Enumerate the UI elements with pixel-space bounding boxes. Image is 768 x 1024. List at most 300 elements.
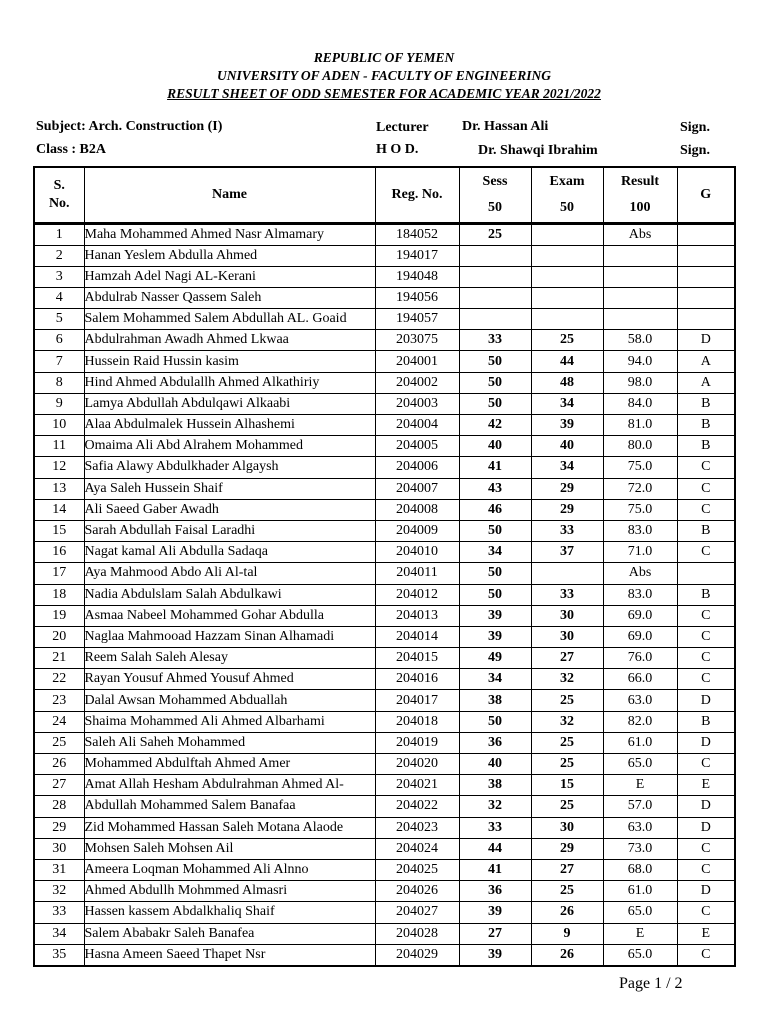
cell-sess: 36 (459, 881, 531, 902)
cell-grade: C (677, 478, 735, 499)
cell-reg-no: 204028 (375, 923, 459, 944)
cell-reg-no: 194048 (375, 266, 459, 287)
hod-name: Dr. Shawqi Ibrahim (478, 143, 598, 158)
cell-result: 75.0 (603, 499, 677, 520)
table-row (34, 436, 735, 457)
table-row (34, 499, 735, 520)
header-sheet-title: RESULT SHEET OF ODD SEMESTER FOR ACADEMIC YEAR 2021/2022 (167, 86, 601, 101)
cell-sn: 8 (34, 372, 84, 393)
cell-sn: 26 (34, 754, 84, 775)
cell-name: Abdulrahman Awadh Ahmed Lkwaa (84, 330, 375, 351)
cell-grade (677, 563, 735, 584)
cell-reg-no: 194056 (375, 287, 459, 308)
cell-exam: 27 (531, 859, 603, 880)
cell-sess: 33 (459, 817, 531, 838)
cell-exam (531, 245, 603, 266)
cell-reg-no: 184052 (375, 223, 459, 245)
cell-sn: 10 (34, 415, 84, 436)
cell-sess: 41 (459, 457, 531, 478)
cell-sn: 30 (34, 838, 84, 859)
cell-sess: 50 (459, 563, 531, 584)
cell-sn: 31 (34, 859, 84, 880)
cell-name: Hamzah Adel Nagi AL-Kerani (84, 266, 375, 287)
cell-grade: C (677, 902, 735, 923)
cell-grade: D (677, 796, 735, 817)
cell-sn: 27 (34, 775, 84, 796)
cell-reg-no: 204017 (375, 690, 459, 711)
lecturer-sign-label: Sign. (680, 120, 710, 135)
header-country: REPUBLIC OF YEMEN (313, 50, 455, 65)
cell-sn: 32 (34, 881, 84, 902)
cell-reg-no: 204018 (375, 711, 459, 732)
cell-name: Ameera Loqman Mohammed Ali Alnno (84, 859, 375, 880)
cell-result: 65.0 (603, 754, 677, 775)
cell-result: E (603, 923, 677, 944)
cell-name: Saleh Ali Saheh Mohammed (84, 732, 375, 753)
cell-grade: C (677, 605, 735, 626)
cell-sess: 39 (459, 605, 531, 626)
cell-exam: 29 (531, 478, 603, 499)
table-row (34, 711, 735, 732)
cell-reg-no: 204004 (375, 415, 459, 436)
col-header-sess-label: Sess (482, 173, 508, 189)
table-row (34, 626, 735, 647)
cell-sess: 32 (459, 796, 531, 817)
table-row (34, 754, 735, 775)
cell-result: 69.0 (603, 626, 677, 647)
cell-grade: B (677, 520, 735, 541)
cell-exam: 25 (531, 881, 603, 902)
subject-label: Subject: Arch. Construction (I) (36, 119, 223, 134)
cell-sess: 39 (459, 902, 531, 923)
table-row (34, 902, 735, 923)
cell-result: 69.0 (603, 605, 677, 626)
cell-name: Alaa Abdulmalek Hussein Alhashemi (84, 415, 375, 436)
cell-grade (677, 223, 735, 245)
cell-result: 63.0 (603, 817, 677, 838)
cell-result (603, 287, 677, 308)
table-row (34, 859, 735, 880)
cell-result: 75.0 (603, 457, 677, 478)
cell-sn: 6 (34, 330, 84, 351)
cell-exam (531, 309, 603, 330)
cell-reg-no: 204019 (375, 732, 459, 753)
cell-name: Hussein Raid Hussin kasim (84, 351, 375, 372)
cell-name: Hind Ahmed Abdulallh Ahmed Alkathiriy (84, 372, 375, 393)
cell-sess: 40 (459, 436, 531, 457)
cell-sess: 50 (459, 351, 531, 372)
cell-sess: 44 (459, 838, 531, 859)
cell-exam: 25 (531, 754, 603, 775)
cell-sn: 12 (34, 457, 84, 478)
cell-name: Aya Mahmood Abdo Ali Al-tal (84, 563, 375, 584)
cell-grade: D (677, 690, 735, 711)
cell-grade: D (677, 817, 735, 838)
table-row (34, 393, 735, 414)
col-header-sn (34, 167, 84, 223)
cell-sn: 15 (34, 520, 84, 541)
table-row (34, 223, 735, 245)
cell-sess: 42 (459, 415, 531, 436)
col-header-reg (375, 167, 459, 223)
col-header-grade (677, 167, 735, 223)
cell-grade (677, 266, 735, 287)
page-number: Page 1 / 2 (619, 975, 683, 992)
table-row (34, 923, 735, 944)
cell-result: 94.0 (603, 351, 677, 372)
cell-sess: 27 (459, 923, 531, 944)
cell-sn: 22 (34, 669, 84, 690)
cell-reg-no: 204026 (375, 881, 459, 902)
cell-exam: 30 (531, 605, 603, 626)
cell-exam: 9 (531, 923, 603, 944)
cell-name: Hanan Yeslem Abdulla Ahmed (84, 245, 375, 266)
table-row (34, 605, 735, 626)
cell-sn: 25 (34, 732, 84, 753)
cell-result: 57.0 (603, 796, 677, 817)
cell-reg-no: 204011 (375, 563, 459, 584)
cell-result: 76.0 (603, 648, 677, 669)
cell-sn: 21 (34, 648, 84, 669)
cell-grade: C (677, 457, 735, 478)
table-row (34, 732, 735, 753)
cell-result: 61.0 (603, 881, 677, 902)
cell-result: 81.0 (603, 415, 677, 436)
table-row (34, 775, 735, 796)
table-row (34, 817, 735, 838)
cell-sess (459, 266, 531, 287)
cell-name: Rayan Yousuf Ahmed Yousuf Ahmed (84, 669, 375, 690)
cell-grade: C (677, 542, 735, 563)
cell-sess: 40 (459, 754, 531, 775)
hod-label: H O D. (376, 142, 419, 157)
cell-grade: B (677, 711, 735, 732)
cell-exam: 25 (531, 690, 603, 711)
cell-sess: 46 (459, 499, 531, 520)
cell-name: Lamya Abdullah Abdulqawi Alkaabi (84, 393, 375, 414)
col-header-result (603, 167, 677, 223)
cell-grade: E (677, 923, 735, 944)
cell-sess: 50 (459, 372, 531, 393)
cell-reg-no: 204008 (375, 499, 459, 520)
cell-result: 65.0 (603, 902, 677, 923)
cell-sess: 50 (459, 520, 531, 541)
cell-exam: 30 (531, 626, 603, 647)
cell-reg-no: 204024 (375, 838, 459, 859)
cell-result: 80.0 (603, 436, 677, 457)
cell-name: Naglaa Mahmooad Hazzam Sinan Alhamadi (84, 626, 375, 647)
lecturer-name: Dr. Hassan Ali (462, 119, 549, 134)
cell-result: 58.0 (603, 330, 677, 351)
cell-sn: 28 (34, 796, 84, 817)
cell-result: 83.0 (603, 520, 677, 541)
cell-grade: C (677, 944, 735, 966)
cell-grade: B (677, 584, 735, 605)
cell-grade: B (677, 415, 735, 436)
cell-result: Abs (603, 563, 677, 584)
cell-exam: 44 (531, 351, 603, 372)
cell-grade: D (677, 732, 735, 753)
cell-sess: 38 (459, 775, 531, 796)
cell-sess: 34 (459, 542, 531, 563)
cell-sn: 7 (34, 351, 84, 372)
cell-result: 68.0 (603, 859, 677, 880)
cell-reg-no: 204022 (375, 796, 459, 817)
cell-reg-no: 204014 (375, 626, 459, 647)
cell-name: Mohammed Abdulftah Ahmed Amer (84, 754, 375, 775)
cell-reg-no: 204012 (375, 584, 459, 605)
cell-result: E (603, 775, 677, 796)
table-row (34, 796, 735, 817)
cell-sn: 5 (34, 309, 84, 330)
cell-grade: C (677, 648, 735, 669)
cell-result: 72.0 (603, 478, 677, 499)
cell-grade: A (677, 351, 735, 372)
cell-name: Hassen kassem Abdalkhaliq Shaif (84, 902, 375, 923)
cell-reg-no: 204001 (375, 351, 459, 372)
cell-grade: C (677, 499, 735, 520)
col-header-exam-label: Exam (549, 173, 585, 189)
cell-grade: C (677, 859, 735, 880)
cell-reg-no: 204015 (375, 648, 459, 669)
header-university: UNIVERSITY OF ADEN - FACULTY OF ENGINEERING (216, 68, 552, 83)
cell-grade: D (677, 330, 735, 351)
cell-grade: C (677, 669, 735, 690)
cell-reg-no: 204013 (375, 605, 459, 626)
cell-exam (531, 287, 603, 308)
cell-sn: 1 (34, 223, 84, 245)
cell-sess: 49 (459, 648, 531, 669)
cell-result: 61.0 (603, 732, 677, 753)
cell-sess: 33 (459, 330, 531, 351)
cell-exam (531, 223, 603, 245)
cell-sess (459, 245, 531, 266)
col-header-result-max: 100 (629, 199, 651, 215)
cell-sess: 34 (459, 669, 531, 690)
cell-sess: 39 (459, 626, 531, 647)
col-header-name-label: Name (212, 186, 247, 202)
cell-name: Omaima Ali Abd Alrahem Mohammed (84, 436, 375, 457)
cell-result (603, 266, 677, 287)
cell-name: Abdullah Mohammed Salem Banafaa (84, 796, 375, 817)
cell-exam: 39 (531, 415, 603, 436)
cell-reg-no: 204009 (375, 520, 459, 541)
cell-exam: 32 (531, 669, 603, 690)
col-header-result-label: Result (620, 173, 660, 189)
col-header-sess-max: 50 (488, 199, 502, 215)
cell-grade: B (677, 393, 735, 414)
cell-result (603, 309, 677, 330)
cell-name: Maha Mohammed Ahmed Nasr Almamary (84, 223, 375, 245)
col-header-exam (531, 167, 603, 223)
cell-grade: C (677, 626, 735, 647)
table-row (34, 648, 735, 669)
cell-grade: A (677, 372, 735, 393)
cell-name: Sarah Abdullah Faisal Laradhi (84, 520, 375, 541)
cell-grade (677, 287, 735, 308)
cell-sess: 50 (459, 584, 531, 605)
cell-exam: 48 (531, 372, 603, 393)
cell-name: Zid Mohammed Hassan Saleh Motana Alaode (84, 817, 375, 838)
table-body (34, 223, 735, 966)
table-row (34, 584, 735, 605)
cell-name: Nagat kamal Ali Abdulla Sadaqa (84, 542, 375, 563)
lecturer-label: Lecturer (376, 120, 429, 135)
table-row (34, 478, 735, 499)
cell-sn: 17 (34, 563, 84, 584)
cell-reg-no: 204010 (375, 542, 459, 563)
cell-exam: 32 (531, 711, 603, 732)
cell-result: 63.0 (603, 690, 677, 711)
cell-sn: 4 (34, 287, 84, 308)
cell-name: Amat Allah Hesham Abdulrahman Ahmed Al- (84, 775, 375, 796)
table-row (34, 309, 735, 330)
cell-exam: 34 (531, 457, 603, 478)
cell-sn: 11 (34, 436, 84, 457)
cell-exam: 25 (531, 330, 603, 351)
cell-sess: 39 (459, 944, 531, 966)
cell-sn: 34 (34, 923, 84, 944)
cell-name: Salem Ababakr Saleh Banafea (84, 923, 375, 944)
class-label: Class : B2A (36, 142, 107, 157)
cell-exam: 27 (531, 648, 603, 669)
cell-reg-no: 204020 (375, 754, 459, 775)
cell-sn: 33 (34, 902, 84, 923)
cell-exam: 26 (531, 902, 603, 923)
cell-sess (459, 309, 531, 330)
cell-name: Safia Alawy Abdulkhader Algaysh (84, 457, 375, 478)
cell-sn: 23 (34, 690, 84, 711)
cell-result: 66.0 (603, 669, 677, 690)
cell-name: Ali Saeed Gaber Awadh (84, 499, 375, 520)
cell-result: 98.0 (603, 372, 677, 393)
cell-exam: 37 (531, 542, 603, 563)
cell-exam (531, 266, 603, 287)
cell-result: 84.0 (603, 393, 677, 414)
cell-result: 73.0 (603, 838, 677, 859)
cell-grade: B (677, 436, 735, 457)
cell-reg-no: 204021 (375, 775, 459, 796)
cell-reg-no: 194057 (375, 309, 459, 330)
cell-result: 83.0 (603, 584, 677, 605)
cell-reg-no: 204005 (375, 436, 459, 457)
cell-name: Hasna Ameen Saeed Thapet Nsr (84, 944, 375, 966)
cell-reg-no: 204025 (375, 859, 459, 880)
cell-reg-no: 204029 (375, 944, 459, 966)
table-row (34, 266, 735, 287)
cell-result: 71.0 (603, 542, 677, 563)
cell-sn: 29 (34, 817, 84, 838)
table-row (34, 881, 735, 902)
cell-reg-no: 204007 (375, 478, 459, 499)
cell-grade (677, 245, 735, 266)
table-row (34, 330, 735, 351)
cell-exam: 29 (531, 838, 603, 859)
cell-result: Abs (603, 223, 677, 245)
cell-reg-no: 204023 (375, 817, 459, 838)
table-row (34, 669, 735, 690)
cell-name: Ahmed Abdullh Mohmmed Almasri (84, 881, 375, 902)
cell-sn: 19 (34, 605, 84, 626)
results-table (33, 166, 736, 967)
cell-grade: C (677, 754, 735, 775)
cell-reg-no: 204003 (375, 393, 459, 414)
table-row (34, 372, 735, 393)
cell-exam: 29 (531, 499, 603, 520)
cell-reg-no: 203075 (375, 330, 459, 351)
cell-exam (531, 563, 603, 584)
cell-sn: 14 (34, 499, 84, 520)
col-header-sn-bottom: No. (48, 195, 70, 211)
cell-result: 82.0 (603, 711, 677, 732)
cell-exam: 26 (531, 944, 603, 966)
cell-sess: 43 (459, 478, 531, 499)
cell-result: 65.0 (603, 944, 677, 966)
cell-exam: 15 (531, 775, 603, 796)
col-header-exam-max: 50 (560, 199, 574, 215)
cell-reg-no: 204027 (375, 902, 459, 923)
col-header-sn-top: S. (53, 177, 65, 193)
cell-sn: 16 (34, 542, 84, 563)
cell-name: Salem Mohammed Salem Abdullah AL. Goaid (84, 309, 375, 330)
table-row (34, 287, 735, 308)
table-row (34, 457, 735, 478)
cell-reg-no: 204006 (375, 457, 459, 478)
cell-exam: 33 (531, 520, 603, 541)
cell-sn: 2 (34, 245, 84, 266)
table-row (34, 245, 735, 266)
cell-result (603, 245, 677, 266)
cell-sn: 3 (34, 266, 84, 287)
col-header-reg-label: Reg. No. (391, 186, 443, 202)
cell-sn: 9 (34, 393, 84, 414)
cell-grade: D (677, 881, 735, 902)
cell-reg-no: 204016 (375, 669, 459, 690)
cell-exam: 25 (531, 796, 603, 817)
cell-name: Abdulrab Nasser Qassem Saleh (84, 287, 375, 308)
cell-sn: 35 (34, 944, 84, 966)
table-header-row (34, 167, 735, 223)
cell-grade: E (677, 775, 735, 796)
cell-name: Asmaa Nabeel Mohammed Gohar Abdulla (84, 605, 375, 626)
table-row (34, 563, 735, 584)
cell-reg-no: 194017 (375, 245, 459, 266)
cell-exam: 25 (531, 732, 603, 753)
table-row (34, 944, 735, 966)
cell-name: Dalal Awsan Mohammed Abduallah (84, 690, 375, 711)
table-row (34, 542, 735, 563)
col-header-name (84, 167, 375, 223)
cell-sn: 13 (34, 478, 84, 499)
cell-reg-no: 204002 (375, 372, 459, 393)
cell-sess: 25 (459, 223, 531, 245)
cell-exam: 33 (531, 584, 603, 605)
col-header-grade-label: G (700, 186, 712, 202)
cell-name: Aya Saleh Hussein Shaif (84, 478, 375, 499)
cell-sn: 20 (34, 626, 84, 647)
cell-sess: 50 (459, 711, 531, 732)
table-row (34, 838, 735, 859)
cell-sess: 36 (459, 732, 531, 753)
cell-exam: 30 (531, 817, 603, 838)
cell-sess: 41 (459, 859, 531, 880)
cell-name: Nadia Abdulslam Salah Abdulkawi (84, 584, 375, 605)
cell-grade: C (677, 838, 735, 859)
cell-sess: 50 (459, 393, 531, 414)
cell-sess (459, 287, 531, 308)
cell-exam: 34 (531, 393, 603, 414)
cell-name: Reem Salah Saleh Alesay (84, 648, 375, 669)
